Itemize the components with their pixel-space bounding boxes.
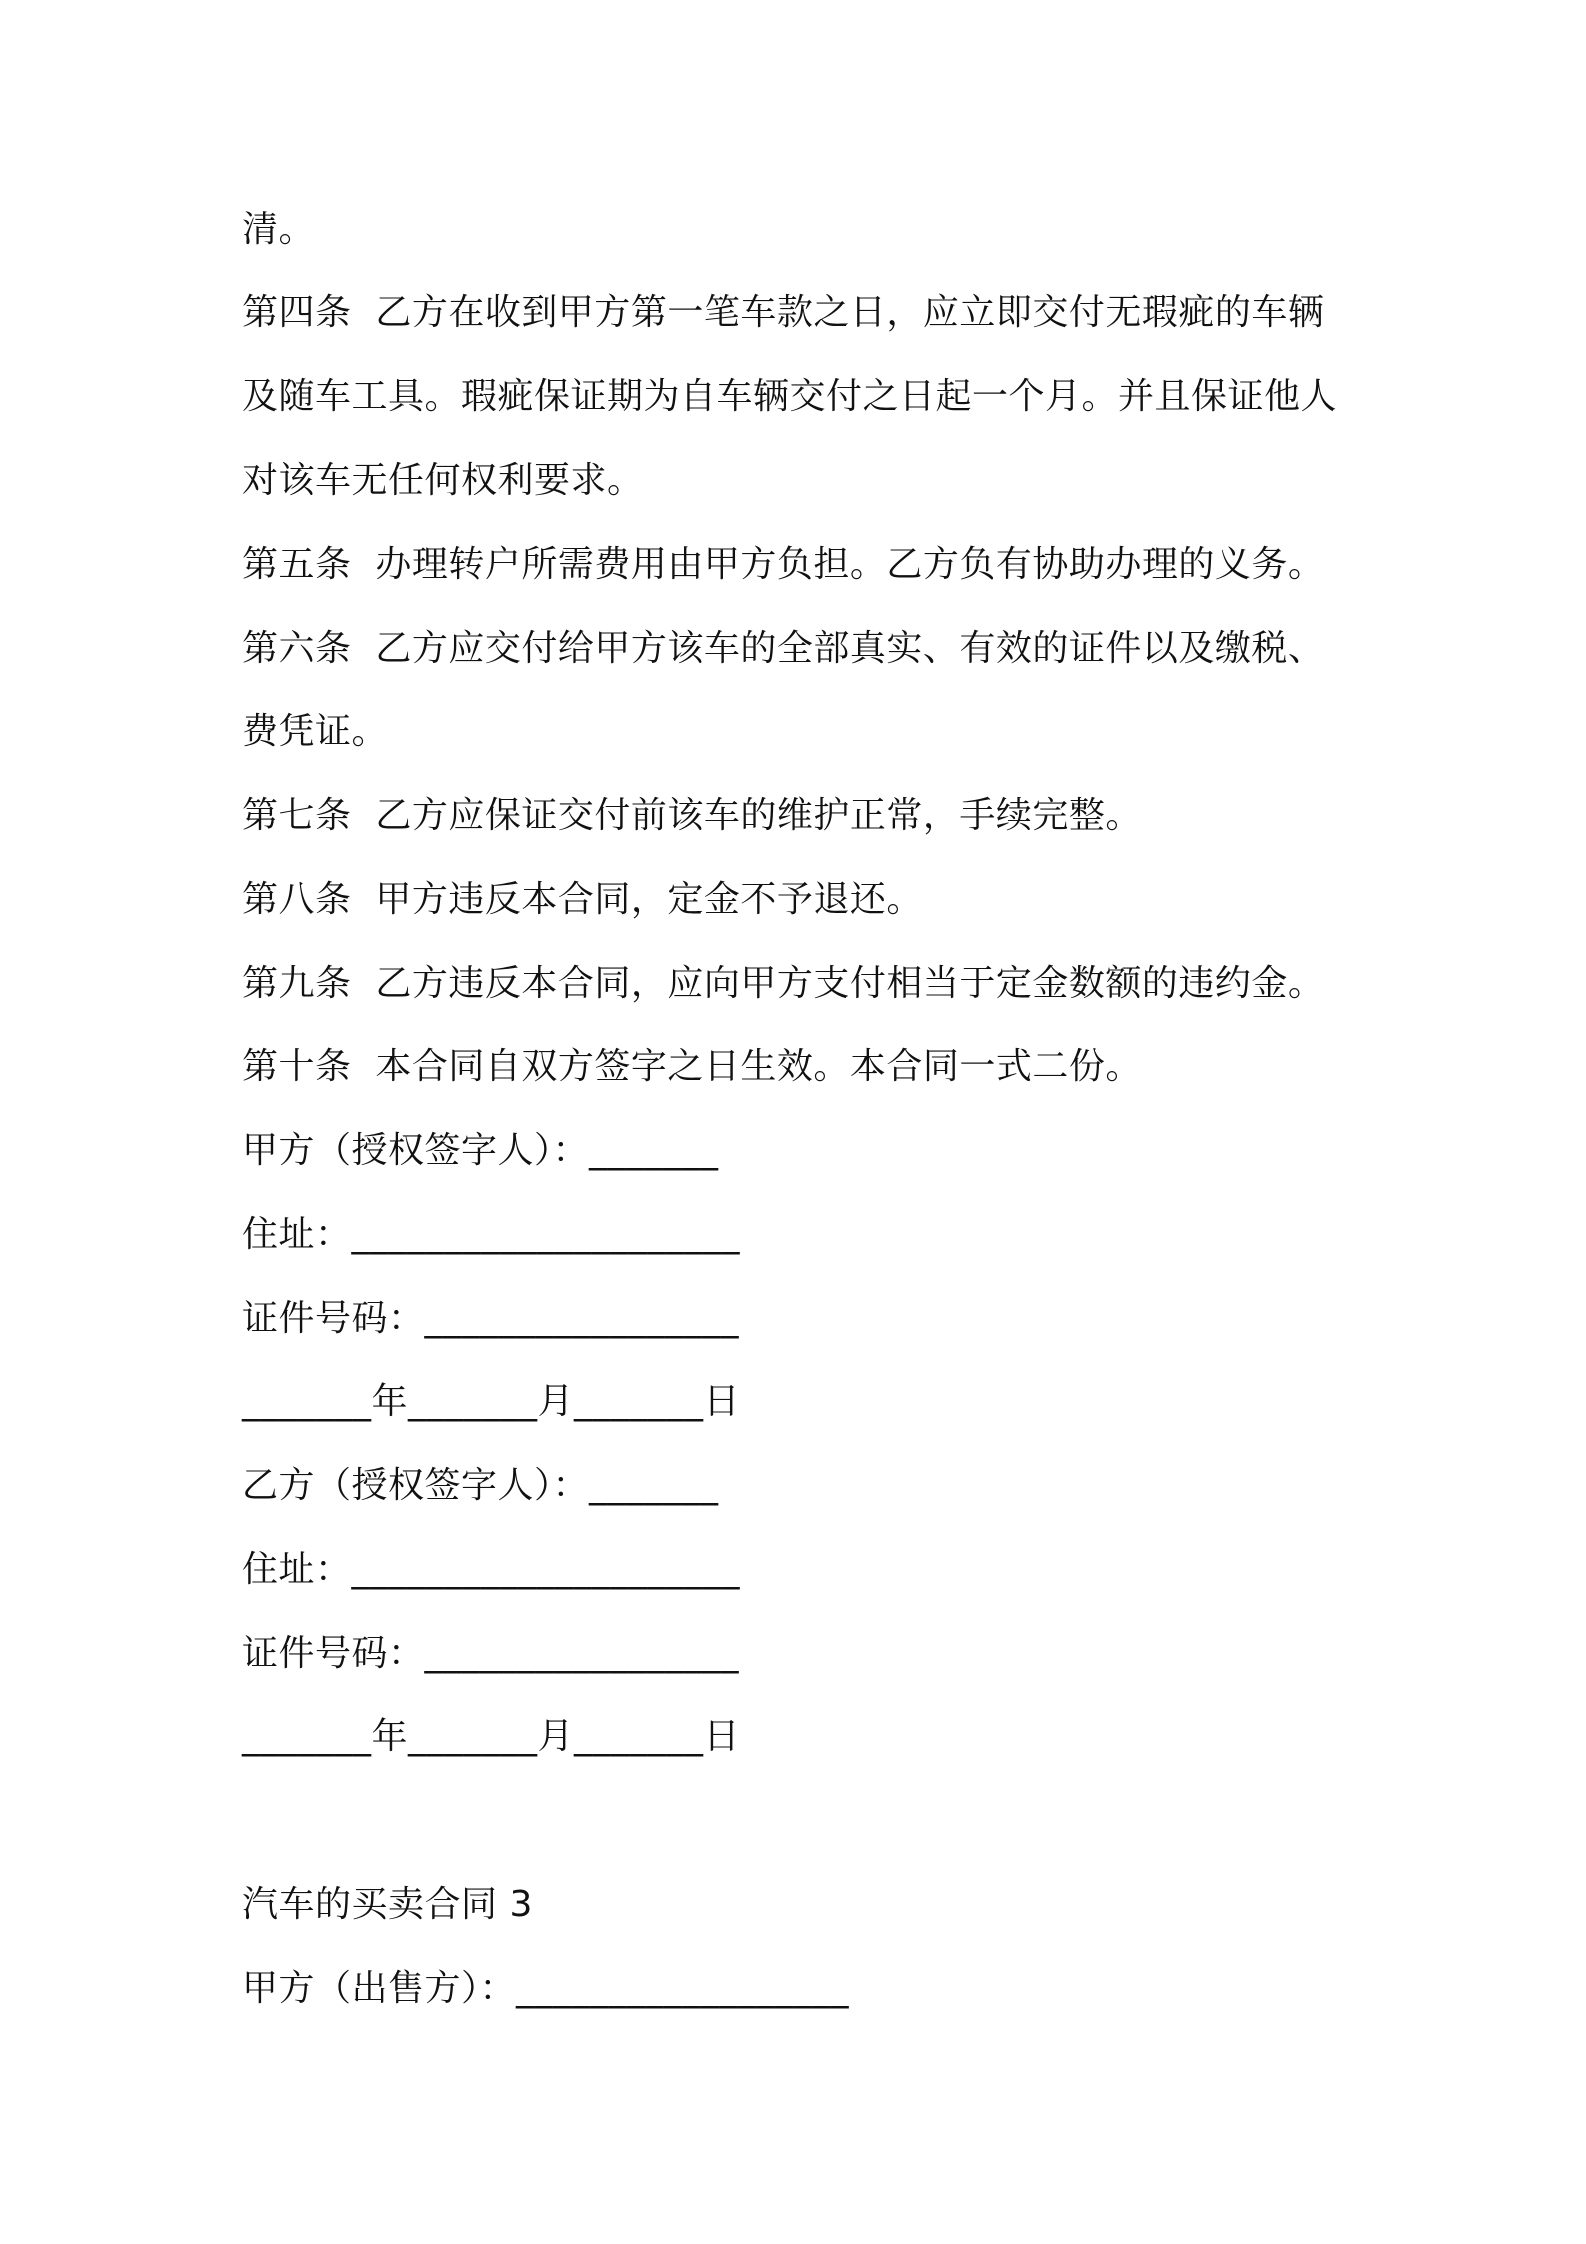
party-a-id-number: 证件号码：_________________ — [242, 1298, 740, 1339]
party-b-signatory: 乙方（授权签字人）：_______ — [242, 1465, 719, 1506]
section-title: 汽车的买卖合同 3 — [242, 1884, 533, 1925]
article-10: 第十条 本合同自双方签字之日生效。本合同一式二份。 — [242, 1046, 1142, 1087]
party-a-address: 住址：_____________________ — [242, 1214, 741, 1255]
article-6-line-1: 第六条 乙方应交付给甲方该车的全部真实、有效的证件以及缴税、 — [242, 628, 1325, 669]
article-4-line-3: 对该车无任何权利要求。 — [242, 460, 644, 501]
article-7: 第七条 乙方应保证交付前该车的维护正常，手续完整。 — [242, 795, 1142, 836]
text-line: 清。 — [242, 209, 316, 250]
party-b-id-number: 证件号码：_________________ — [242, 1633, 740, 1674]
article-4-line-2: 及随车工具。瑕疵保证期为自车辆交付之日起一个月。并且保证他人 — [242, 376, 1338, 417]
party-a-signatory: 甲方（授权签字人）：_______ — [242, 1130, 719, 1171]
article-6-line-2: 费凭证。 — [242, 711, 389, 752]
seller-party-line: 甲方（出售方）：__________________ — [242, 1968, 850, 2009]
article-8: 第八条 甲方违反本合同，定金不予退还。 — [242, 879, 923, 920]
article-5: 第五条 办理转户所需费用由甲方负担。乙方负有协助办理的义务。 — [242, 544, 1325, 585]
party-b-address: 住址：_____________________ — [242, 1549, 741, 1590]
article-9: 第九条 乙方违反本合同，应向甲方支付相当于定金数额的违约金。 — [242, 963, 1325, 1004]
party-a-date: _______年_______月_______日 — [242, 1381, 740, 1422]
article-4-line-1: 第四条 乙方在收到甲方第一笔车款之日，应立即交付无瑕疵的车辆 — [242, 292, 1325, 333]
party-b-date: _______年_______月_______日 — [242, 1716, 740, 1757]
